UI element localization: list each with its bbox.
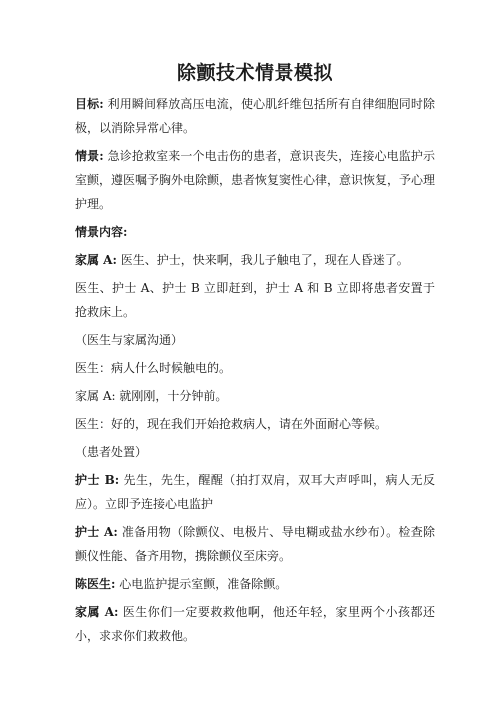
paragraph-nurse-a [75, 520, 435, 568]
paragraph-goal [75, 92, 435, 140]
paragraph-label: 目标: [75, 97, 104, 111]
paragraph-label: 陈医生: [75, 577, 116, 591]
paragraph-doctor-reply [75, 412, 435, 436]
paragraph-text: 利用瞬间释放高压电流，使心肌纤维包括所有自律细胞同时除极，以消除异常心律。 [75, 97, 435, 135]
paragraph-label: 护士 B: [75, 473, 120, 487]
paragraph-text: 医生：好的，现在我们开始抢救病人，请在外面耐心等候。 [75, 417, 388, 431]
paragraph-text: （医生与家属沟通） [75, 333, 184, 347]
paragraph-text: 心电监护提示室颤，准备除颤。 [115, 577, 288, 591]
paragraph-family-a-2 [75, 600, 435, 648]
paragraph-label: 情景内容: [75, 225, 128, 239]
paragraph-label: 情景: [75, 149, 104, 163]
paragraph-scenario [75, 144, 435, 216]
paragraph-label: 护士 A: [75, 525, 118, 539]
paragraph-staff-arrive [75, 276, 435, 324]
document-page [75, 58, 435, 652]
paragraph-patient-handling-note [75, 440, 435, 464]
paragraph-nurse-b [75, 468, 435, 516]
paragraph-doctor-family-note [75, 328, 435, 352]
paragraph-family-a-1 [75, 248, 435, 272]
paragraph-text: 医生你们一定要救救他啊，他还年轻，家里两个小孩都还小，求求你们救救他。 [75, 605, 435, 643]
paragraph-text: 医生：病人什么时候触电的。 [75, 361, 232, 375]
paragraph-family-answer [75, 384, 435, 408]
paragraph-text: 医生、护士 A、护士 B 立即赶到，护士 A 和 B 立即将患者安置于抢救床上。 [75, 281, 435, 319]
paragraph-text: 急诊抢救室来一个电击伤的患者，意识丧失，连接心电监护示室颤，遵医嘱予胸外电除颤，患者恢复窦性心律，意识恢复，予心理护理。 [75, 149, 436, 211]
paragraph-text: 先生，先生，醒醒（拍打双肩，双耳大声呼叫，病人无反应）。立即予连接心电监护 [75, 473, 435, 511]
paragraph-doctor-question [75, 356, 435, 380]
paragraph-scenario-content-heading [75, 220, 435, 244]
document-title: 除颤技术情景模拟 [176, 62, 333, 84]
paragraph-label: 家属 A: [75, 253, 117, 267]
paragraph-text: 准备用物（除颤仪、电极片、导电糊或盐水纱布）。检查除颤仪性能、备齐用物，携除颤仪至床旁。 [75, 525, 435, 563]
paragraph-text: （患者处置） [75, 445, 148, 459]
paragraph-text: 家属 A: 就刚刚，十分钟前。 [75, 389, 228, 403]
paragraph-label: 家属 A: [75, 605, 119, 619]
paragraph-text: 医生、护士，快来啊，我儿子触电了，现在人昏迷了。 [116, 253, 409, 267]
paragraph-dr-chen [75, 572, 435, 596]
